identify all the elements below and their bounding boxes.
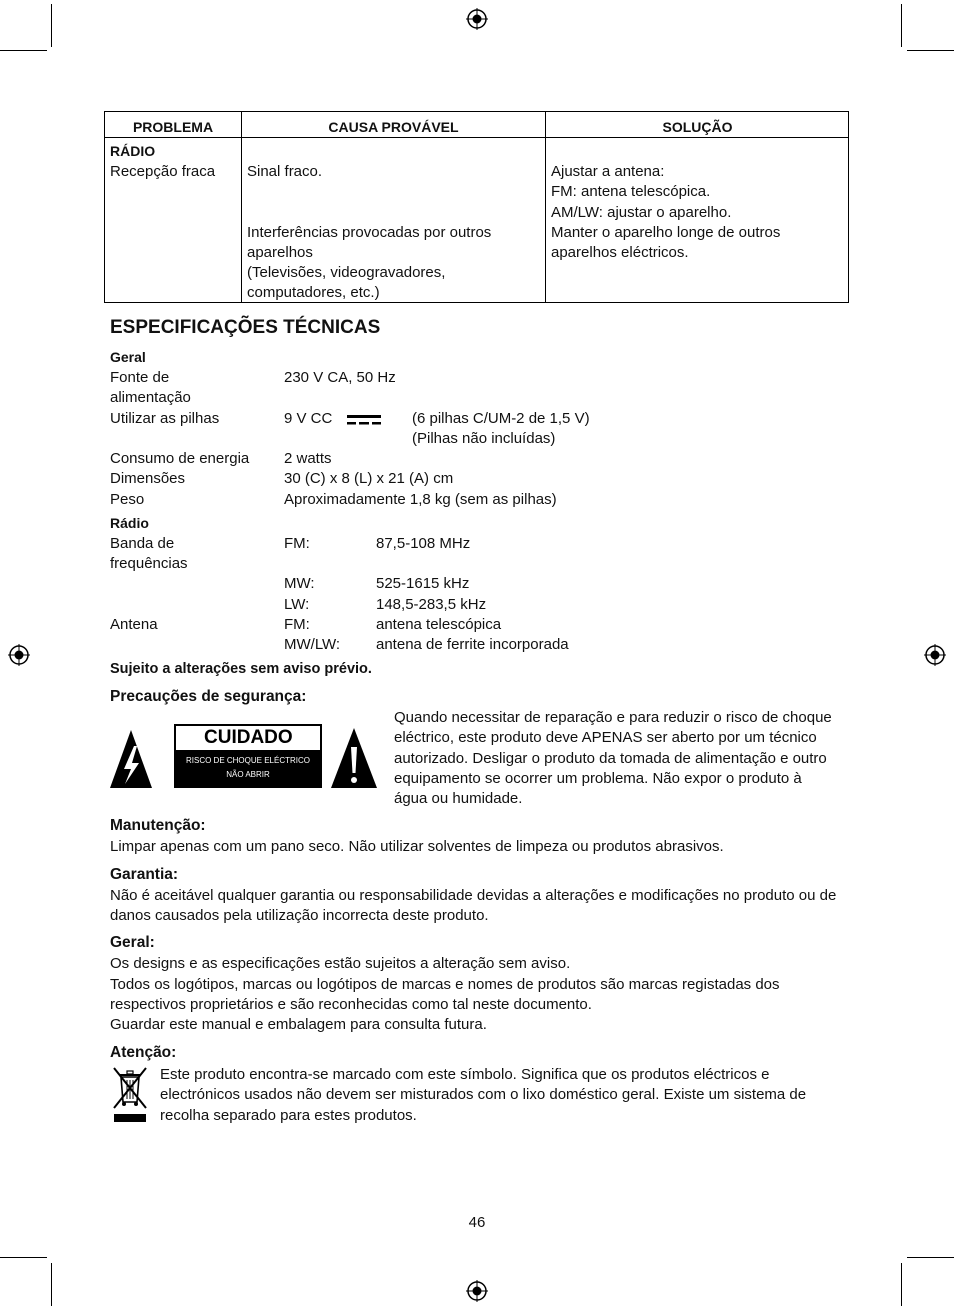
general-heading: Geral:: [110, 934, 155, 951]
caution-label: [174, 724, 322, 788]
general-text: Guardar este manual e embalagem para consulta futura.: [110, 1016, 487, 1033]
registration-mark-icon: [466, 8, 488, 30]
spec-sub-label: FM:: [284, 616, 310, 633]
table-problem: Recepção fraca: [110, 163, 216, 180]
table-solution: FM: antena telescópica.: [551, 183, 711, 200]
registration-mark-icon: [8, 644, 30, 666]
spec-value: Aproximadamente 1,8 kg (sem as pilhas): [284, 491, 557, 508]
general-text: Todos os logótipos, marcas ou logótipos de marcas e nomes de produtos são marcas registadas dos respectivos proprietários e são reconhecidas como tal neste documento.: [110, 976, 780, 1014]
specs-radio-heading: Rádio: [110, 515, 149, 531]
spec-label: Banda de frequências: [110, 535, 188, 573]
lightning-warning-icon: [109, 729, 153, 789]
caution-title: CUIDADO: [176, 726, 320, 750]
spec-value: 230 V CA, 50 Hz: [284, 369, 396, 386]
safety-heading: Precauções de segurança:: [110, 688, 307, 705]
spec-value: 148,5-283,5 kHz: [376, 596, 487, 613]
attention-text: Este produto encontra-se marcado com este símbolo. Significa que os produtos eléctricos e electrónicos usados não devem ser misturados com o lixo doméstico geral. Existe um sistema de recolha separado para estes produtos.: [160, 1066, 807, 1124]
maintenance-text: Limpar apenas com um pano seco. Não utilizar solventes de limpeza ou produtos abrasivos.: [110, 838, 724, 855]
spec-label: Utilizar as pilhas: [110, 410, 220, 427]
spec-value: 2 watts: [284, 450, 332, 467]
spec-label: Dimensões: [110, 470, 186, 487]
spec-value: 87,5-108 MHz: [376, 535, 471, 552]
table-cause: (Televisões, videogravadores, computadores, etc.): [247, 264, 446, 302]
dc-symbol-icon: [346, 414, 382, 426]
specs-notice: Sujeito a alterações sem aviso prévio.: [110, 661, 372, 677]
spec-label: Consumo de energia: [110, 450, 250, 467]
warranty-text: Não é aceitável qualquer garantia ou responsabilidade devidas a alterações e modificações no produto ou de danos causados pela utilização incorrecta deste produto.: [110, 887, 837, 925]
general-text: Os designs e as especificações estão sujeitos a alteração sem aviso.: [110, 955, 571, 972]
registration-mark-icon: [924, 644, 946, 666]
table-solution: AM/LW: ajustar o aparelho.: [551, 204, 732, 221]
warranty-heading: Garantia:: [110, 866, 179, 883]
caution-line: RISCO DE CHOQUE ELÉCTRICO: [185, 756, 310, 765]
spec-value: antena de ferrite incorporada: [376, 636, 569, 653]
spec-sub-label: MW:: [284, 575, 315, 592]
table-cause: Interferências provocadas por outros aparelhos: [247, 224, 492, 262]
spec-value: antena telescópica: [376, 616, 502, 633]
safety-text: Quando necessitar de reparação e para reduzir o risco de choque eléctrico, este produto deve APENAS ser aberto por um técnico autorizado. Desligar o produto da tomada de alimentação e outro equipamento se ocorrer um problema. Não expor o produto à água ou humidade.: [394, 709, 832, 808]
registration-mark-icon: [466, 1280, 488, 1302]
table-solution: Manter o aparelho longe de outros aparelhos eléctricos.: [551, 224, 781, 262]
specs-title: ESPECIFICAÇÕES TÉCNICAS: [110, 317, 381, 338]
page-number: 46: [468, 1214, 486, 1231]
maintenance-heading: Manutenção:: [110, 817, 206, 834]
spec-label: Antena: [110, 616, 158, 633]
attention-heading: Atenção:: [110, 1044, 177, 1061]
table-section-label: RÁDIO: [110, 143, 156, 159]
table-header-solution: SOLUÇÃO: [662, 119, 733, 135]
exclamation-warning-icon: [330, 727, 378, 789]
spec-sub-label: LW:: [284, 596, 310, 613]
table-header-cause: CAUSA PROVÁVEL: [328, 119, 459, 135]
spec-label: Fonte de alimentação: [110, 369, 191, 407]
caution-line: NÃO ABRIR: [226, 770, 270, 779]
weee-crossed-bin-icon: [110, 1066, 150, 1124]
spec-value: 30 (C) x 8 (L) x 21 (A) cm: [284, 470, 454, 487]
specs-general-heading: Geral: [110, 349, 146, 365]
spec-note: (Pilhas não incluídas): [412, 430, 556, 447]
spec-sub-label: MW/LW:: [284, 636, 341, 653]
spec-sub-label: FM:: [284, 535, 310, 552]
troubleshooting-table: [104, 111, 849, 303]
spec-value: 525-1615 kHz: [376, 575, 470, 592]
table-cause: Sinal fraco.: [247, 163, 323, 180]
spec-label: Peso: [110, 491, 145, 508]
spec-note: (6 pilhas C/UM-2 de 1,5 V): [412, 410, 590, 427]
table-header-problem: PROBLEMA: [132, 119, 214, 135]
spec-value: 9 V CC: [284, 410, 333, 427]
table-solution: Ajustar a antena:: [551, 163, 665, 180]
